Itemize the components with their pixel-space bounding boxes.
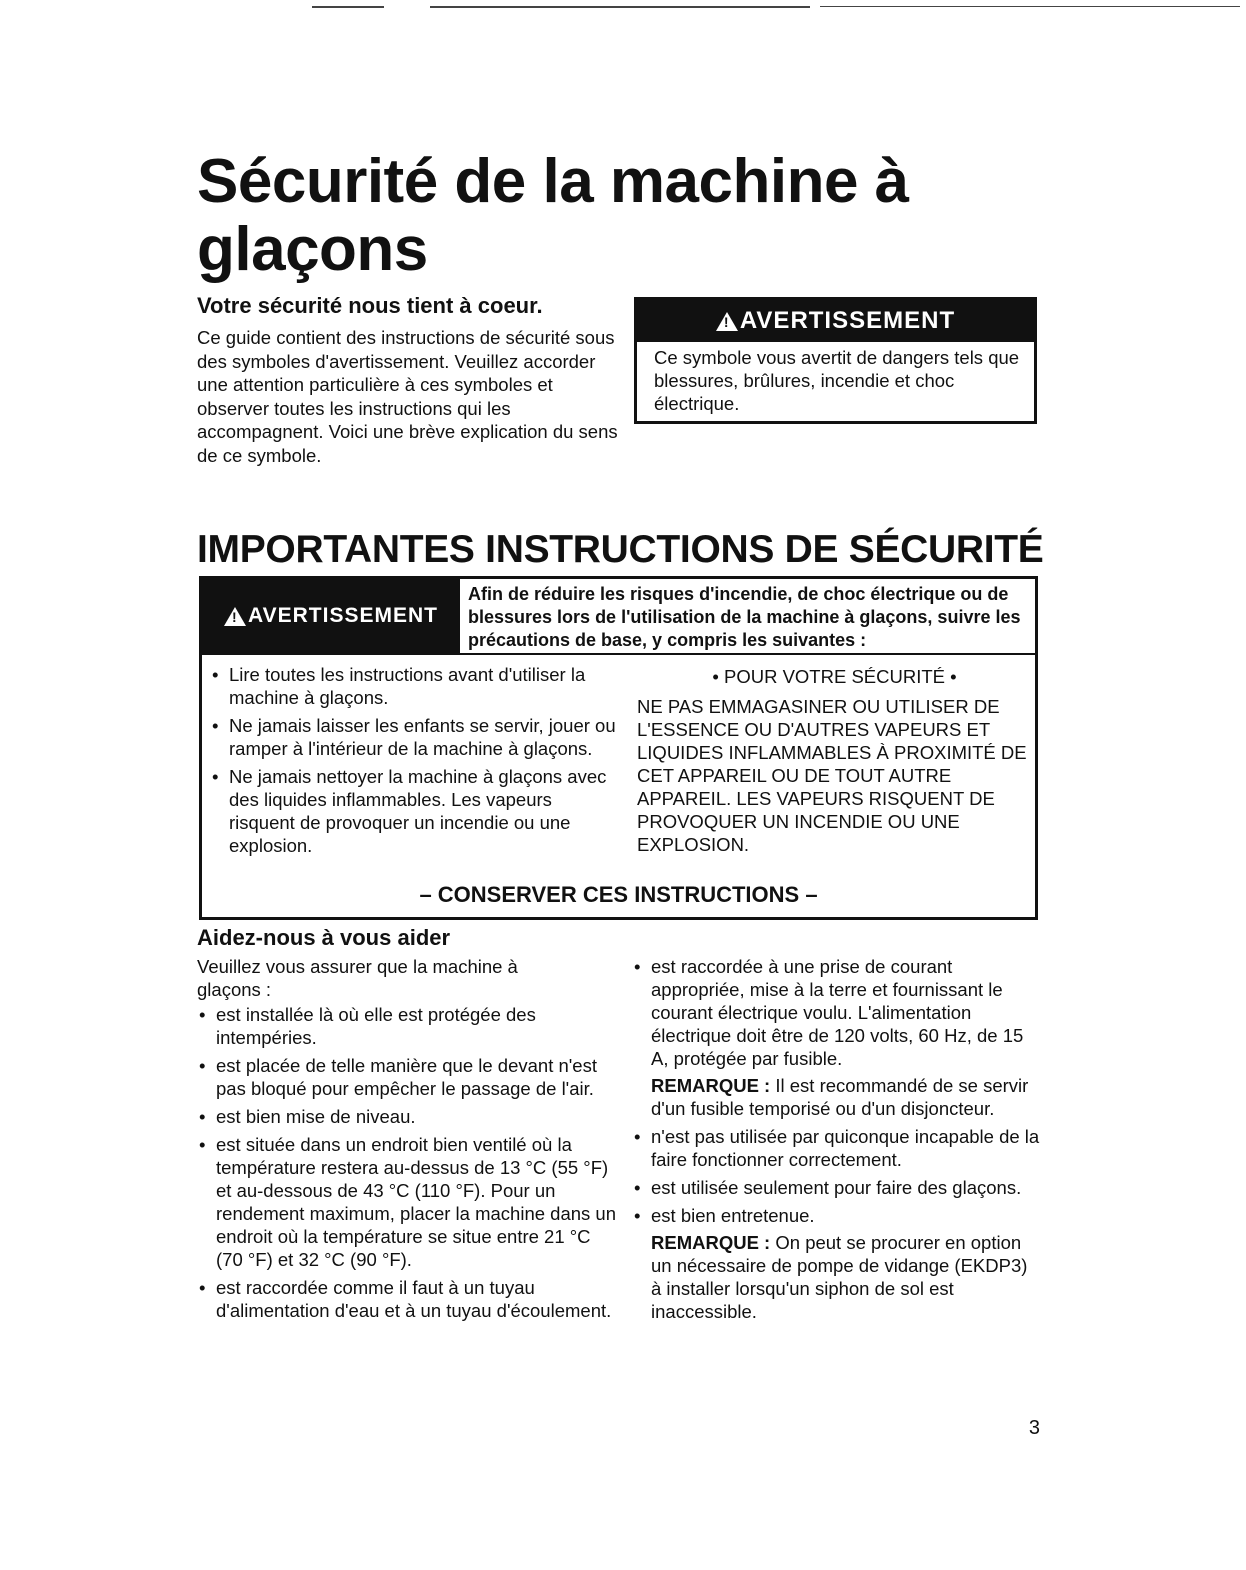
- help-list-right: [632, 955, 1042, 1328]
- note-label: REMARQUE :: [651, 1075, 771, 1096]
- scan-artifact: [430, 6, 810, 8]
- warning-label: AVERTISSEMENT: [248, 604, 438, 627]
- list-item: • n'est pas utilisée par quiconque incapable de la faire fonctionner correctement.: [632, 1125, 1042, 1171]
- help-intro: Veuillez vous assurer que la machine à glaçons :: [197, 956, 518, 1000]
- warning-text: Ce symbole vous avertit de dangers tels que blessures, brûlures, incendie et choc électrique.: [654, 347, 1020, 414]
- section-title: IMPORTANTES INSTRUCTIONS DE SÉCURITÉ: [197, 528, 1044, 571]
- list-item: • est utilisée seulement pour faire des glaçons.: [632, 1176, 1042, 1199]
- warning-triangle-icon: [224, 607, 246, 626]
- list-item: [632, 955, 1042, 1120]
- note-text: On peut se procurer en option un nécessaire de pompe de vidange (EKDP3) à installer lorsqu'un siphon de sol est inaccessible.: [651, 1232, 1028, 1322]
- page-title: Sécurité de la machine à glaçons: [197, 147, 909, 284]
- help-heading: Aidez-nous à vous aider: [197, 925, 451, 950]
- warning-triangle-icon: [716, 312, 738, 331]
- intro-text: Ce guide contient des instructions de sécurité sous des symboles d'avertissement. Veuillez accorder une attention particulière à ces symboles et observer toutes les instructions qui les accompagnent. Voici une brève explication du sens de ce symbole.: [197, 327, 618, 466]
- warning-bar: [637, 300, 1034, 342]
- scan-artifact: [820, 6, 1240, 7]
- warning-header-text: Afin de réduire les risques d'incendie, de choc électrique ou de blessures lors de l'utilisation de la machine à glaçons, suivre les précautions de base, y compris les suivantes :: [468, 584, 1021, 650]
- list-item: • est située dans un endroit bien ventilé où la température restera au-dessus de 13 °C (55 °F) et au-dessous de 43 °C (110 °F). Pour un rendement maximum, placer la machine dans un endroit où la température se situe entre 21 °C (70 °F) et 32 °C (90 °F).: [197, 1133, 617, 1271]
- help-list-left: [197, 1003, 617, 1327]
- note-label: REMARQUE :: [651, 1232, 771, 1253]
- list-item: • est raccordée comme il faut à un tuyau d'alimentation d'eau et à un tuyau d'écoulement.: [197, 1276, 617, 1322]
- save-instructions: – CONSERVER CES INSTRUCTIONS –: [419, 882, 818, 907]
- list-item: • Ne jamais laisser les enfants se servir, jouer ou ramper à l'intérieur de la machine à glaçons.: [210, 714, 620, 760]
- precautions-list: [210, 663, 620, 862]
- note: [651, 1231, 1042, 1323]
- scan-artifact: [312, 6, 384, 8]
- list-item: • est installée là où elle est protégée des intempéries.: [197, 1003, 617, 1049]
- safety-instructions-box: [199, 576, 1038, 920]
- list-item: • Lire toutes les instructions avant d'utiliser la machine à glaçons.: [210, 663, 620, 709]
- warning-bar: [202, 579, 460, 653]
- list-item: [632, 1204, 1042, 1323]
- safety-title: • POUR VOTRE SÉCURITÉ •: [712, 666, 957, 687]
- list-item: • est placée de telle manière que le devant n'est pas bloqué pour empêcher le passage de l'air.: [197, 1054, 617, 1100]
- note: [651, 1074, 1042, 1120]
- safety-text: NE PAS EMMAGASINER OU UTILISER DE L'ESSENCE OU D'AUTRES VAPEURS ET LIQUIDES INFLAMMABLES À PROXIMITÉ DE CET APPAREIL OU DE TOUT AUTRE APPAREIL. LES VAPEURS RISQUENT DE PROVOQUER UN INCENDIE OU UNE EXPLOSION.: [637, 696, 1027, 855]
- divider: [202, 653, 1035, 655]
- list-item: • Ne jamais nettoyer la machine à glaçons avec des liquides inflammables. Les vapeurs risquent de provoquer un incendie ou une explosion.: [210, 765, 620, 857]
- intro-heading: Votre sécurité nous tient à coeur.: [197, 293, 543, 318]
- page-number: 3: [1028, 1417, 1040, 1439]
- warning-label: AVERTISSEMENT: [739, 307, 956, 334]
- list-item-text: est bien entretenue.: [651, 1205, 815, 1226]
- list-item-text: est raccordée à une prise de courant appropriée, mise à la terre et fournissant le courant électrique voulu. L'alimentation électrique doit être de 120 volts, 60 Hz, de 15 A, protégée par fusible.: [651, 956, 1024, 1069]
- note-text: Il est recommandé de se servir d'un fusible temporisé ou d'un disjoncteur.: [651, 1075, 1029, 1119]
- list-item: • est bien mise de niveau.: [197, 1105, 617, 1128]
- warning-symbol-box: [634, 297, 1037, 424]
